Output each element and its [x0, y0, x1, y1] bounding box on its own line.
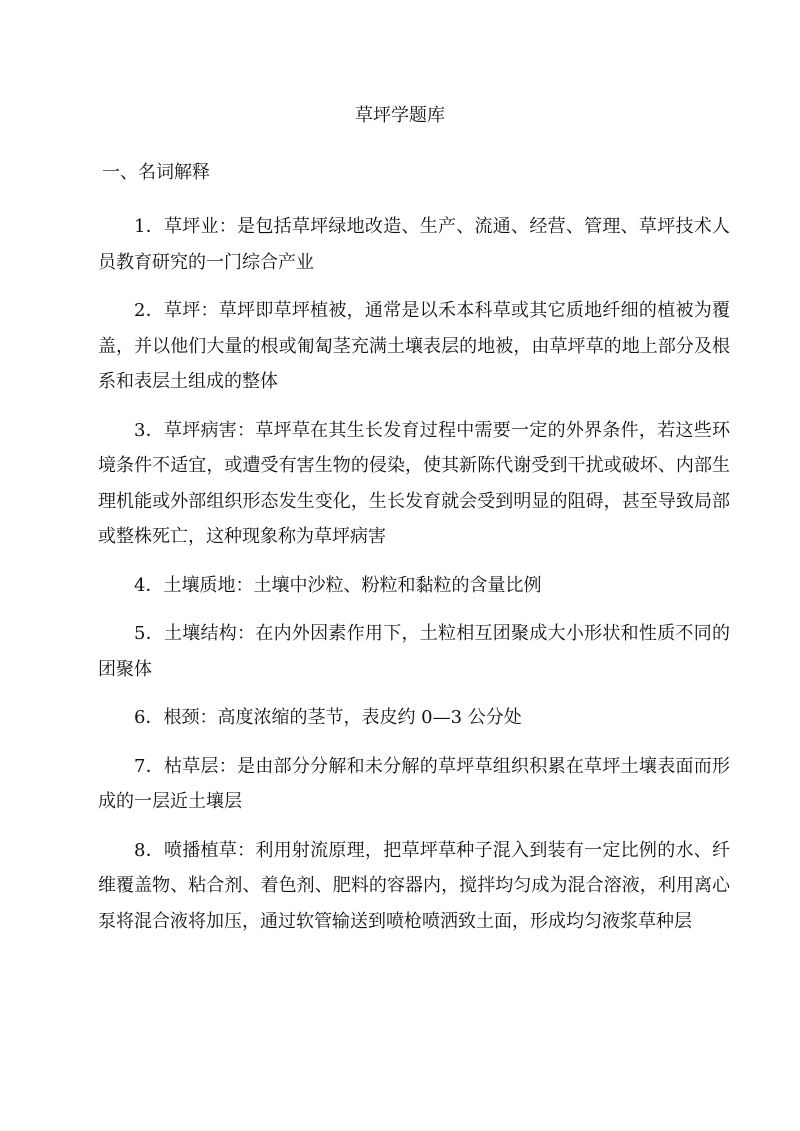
- definition-entry-4: 4．土壤质地：土壤中沙粒、粉粒和黏粒的含量比例: [134, 574, 542, 596]
- definition-list: [98, 209, 730, 952]
- definition-entry-6: 6．根颈：高度浓缩的茎节，表皮约 0—3 公分处: [134, 707, 522, 728]
- definition-entry-7: 7．枯草层：是由部分分解和未分解的草坪草组织积累在草坪土壤表面而形成的一层近土壤层: [98, 755, 730, 812]
- definition-entry-5: 5．土壤结构：在内外因素作用下，土粒相互团聚成大小形状和性质不同的团聚体: [98, 623, 730, 680]
- section-heading: 一、名词解释: [102, 162, 210, 183]
- page-title: 草坪学题库: [355, 105, 445, 126]
- definition-entry-2: 2．草坪：草坪即草坪植被，通常是以禾本科草或其它质地纤细的植被为覆盖，并以他们大量的根或匍匐茎充满土壤表层的地被，由草坪草的地上部分及根系和表层土组成的整体: [98, 300, 730, 392]
- definition-entry-3: 3．草坪病害：草坪草在其生长发育过程中需要一定的外界条件，若这些环境条件不适宜，或遭受有害生物的侵染，使其新陈代谢受到干扰或破坏、内部生理机能或外部组织形态发生变化，生长发育就会受到明显的阻碍，甚至导致局部或整株死亡，这种现象称为草坪病害: [98, 419, 730, 547]
- definition-entry-1: 1．草坪业：是包括草坪绿地改造、生产、流通、经营、管理、草坪技术人员教育研究的一门综合产业: [98, 216, 730, 273]
- definition-entry-8: 8．喷播植草：利用射流原理，把草坪草种子混入到装有一定比例的水、纤维覆盖物、粘合剂、着色剂、肥料的容器内，搅拌均匀成为混合溶液，利用离心泵将混合液将加压，通过软管输送到喷枪喷洒致土面，形成均匀液浆草种层: [98, 839, 730, 932]
